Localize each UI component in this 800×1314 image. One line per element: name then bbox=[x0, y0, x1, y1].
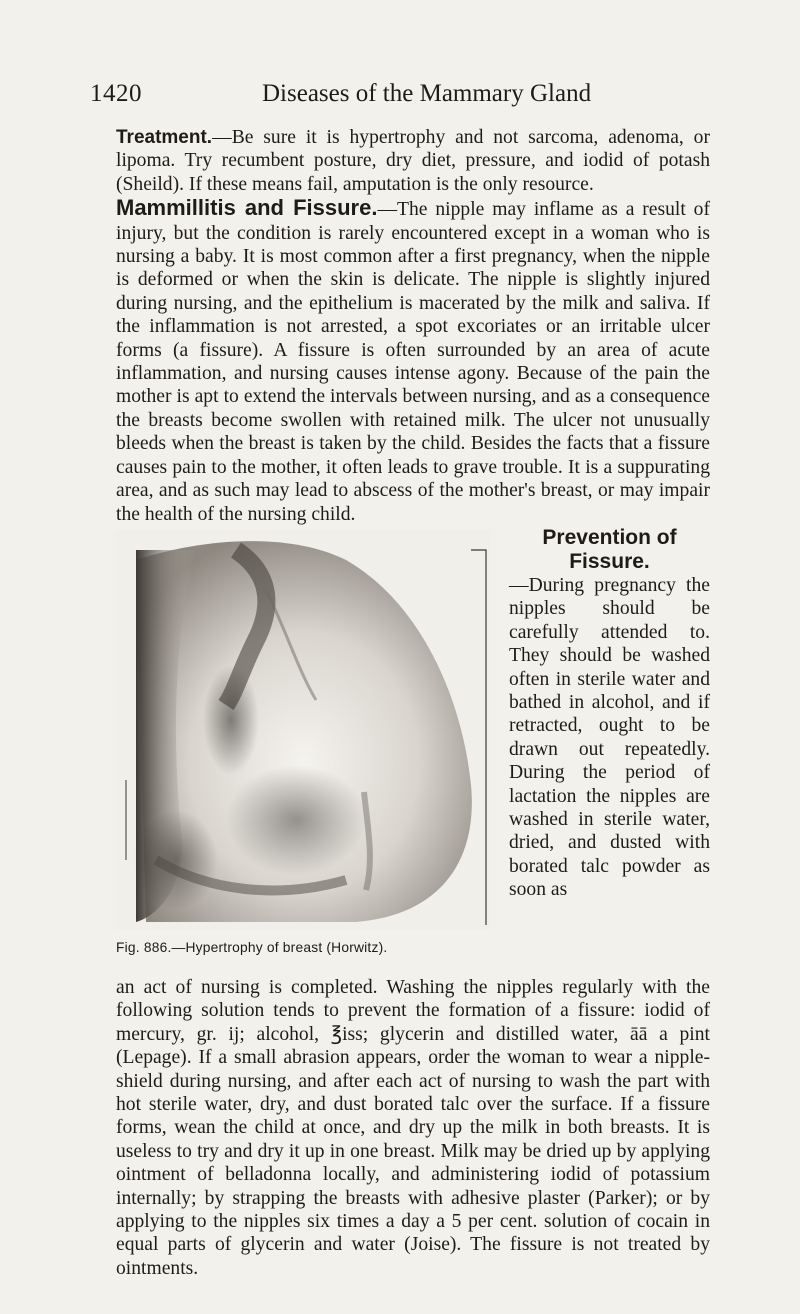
running-title: Diseases of the Mammary Gland bbox=[262, 80, 592, 107]
prevention-continuation: an act of nursing is completed. Washing the nipples regularly with the following solution tends to prevent the formation of a fissure: iodid of mercury, gr. ij; alcohol, ℥iss; glycerin and distilled water, āā a pint (Lepage). If a small abrasion appears, order the woman to wear a nipple-shield during nursing, and after each act of nursing to wash the part with hot sterile water, dry, and dust borated talc over the surface. If a fissure forms, wean the child at once, and dry up the milk in both breasts. It is useless to try and dry it up in one breast. Milk may be dried up by applying ointment of belladonna locally, and administering iodid of potassium internally; by strapping the breasts with adhesive plaster (Parker); or by applying to the nipples six times a day a 5 per cent. solution of cocain in equal parts of glycerin and water (Joise). The fissure is not treated by ointments. bbox=[116, 976, 710, 1279]
mammillitis-text: —The nipple may inflame as a result of injury, but the condition is rarely encountered except in a woman who is nursing a baby. It is most common after a first pregnancy, when the nipple is deformed or when the skin is delicate. The nipple is slightly injured during nursing, and the epithelium is macerated by the milk and saliva. If the inflammation is not arrested, a spot excoriates or an irritable ulcer forms (a fissure). A fissure is often surrounded by an area of acute inflammation, and nursing causes intense agony. Because of the pain the mother is apt to extend the intervals between nursing, and as a consequence the breasts become swollen with retained milk. The ulcer not unusually bleeds when the breast is taken by the child. Besides the facts that a fissure causes pain to the mother, it often leads to grave trouble. It is a suppurating area, and as such may lead to abscess of the mother's breast, or may impair the health of the nursing child. bbox=[116, 199, 710, 525]
treatment-heading: Treatment. bbox=[116, 127, 213, 148]
treatment-text: —Be sure it is hypertrophy and not sarcoma, adenoma, or lipoma. Try recumbent posture, dry diet, pressure, and iodid of potash (Sheild). If these means fail, amputation is the only resource. bbox=[116, 127, 710, 195]
mammillitis-heading: Mammillitis and Fissure. bbox=[116, 195, 378, 221]
breast-hypertrophy-photo bbox=[116, 530, 491, 930]
figure-caption: Fig. 886.—Hypertrophy of breast (Horwitz). bbox=[116, 939, 388, 955]
page-number: 1420 bbox=[90, 80, 142, 107]
prevention-text-near-figure: —During pregnancy the nipples should be carefully attended to. They should be washed often in sterile water and bathed in alcohol, and if retracted, ought to be drawn out repeatedly. During the period of lactation the nipples are washed in sterile water, dried, and dusted with borated talc powder as soon as bbox=[509, 574, 710, 901]
treatment-paragraph bbox=[116, 126, 710, 196]
figure-886 bbox=[116, 530, 491, 976]
running-head bbox=[0, 80, 800, 116]
prevention-heading: Prevention of Fissure. bbox=[542, 525, 677, 573]
body-text bbox=[116, 126, 710, 1280]
mammillitis-paragraph bbox=[116, 196, 710, 526]
